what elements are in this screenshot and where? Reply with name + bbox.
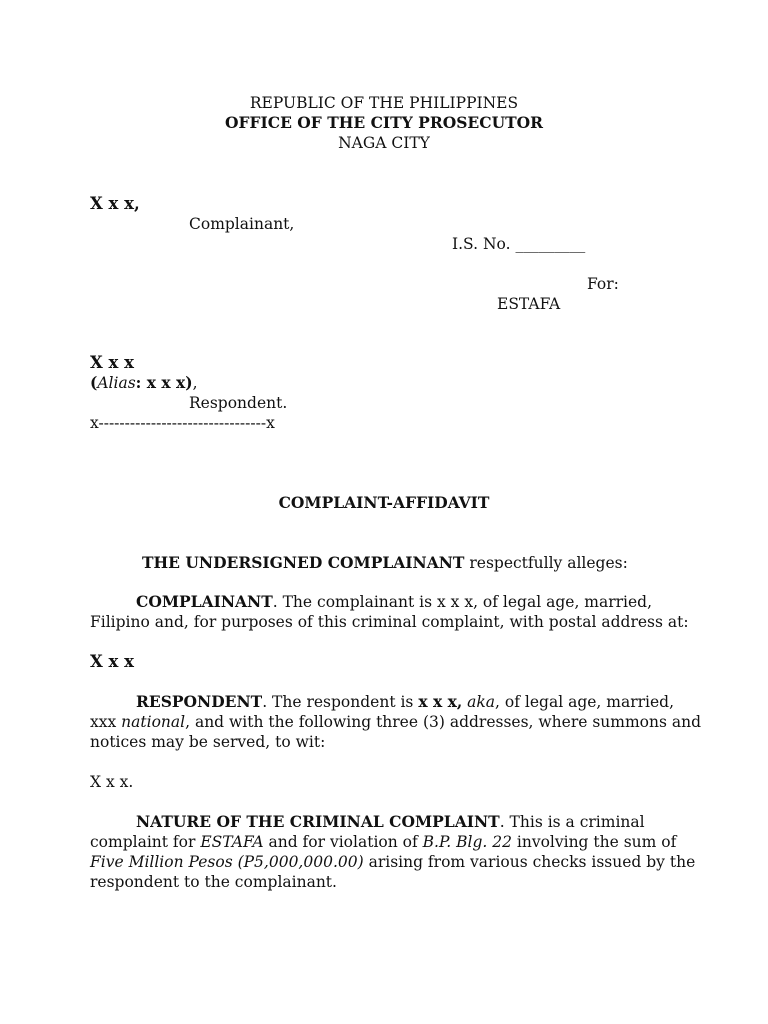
header-city: NAGA CITY — [338, 134, 430, 152]
intro-rest: respectfully alleges: — [464, 554, 628, 572]
respondent-address: X x x. — [90, 773, 134, 791]
nature-para-text2e: involving the sum of — [511, 833, 677, 851]
intro-line — [142, 553, 628, 573]
header-office: OFFICE OF THE CITY PROSECUTOR — [225, 113, 543, 132]
nature-para-line1 — [90, 812, 680, 832]
caption-divider: x--------------------------------x — [90, 414, 275, 432]
complainant-heading: COMPLAINANT — [136, 592, 273, 611]
respondent-para-line2 — [90, 712, 702, 732]
respondent-label: Respondent. — [189, 394, 288, 412]
nature-para-text2a: complaint for — [90, 833, 201, 851]
alias-value: : x x x) — [135, 373, 193, 392]
respondent-para-text1a: . The respondent is — [262, 693, 419, 711]
nature-para-bp22: B.P. Blg. 22 — [422, 833, 512, 851]
respondent-alias — [90, 373, 198, 393]
complainant-name: X x x, — [90, 194, 140, 213]
respondent-name: X x x — [90, 353, 134, 372]
intro-bold: THE UNDERSIGNED COMPLAINANT — [142, 553, 465, 572]
for-label: For: — [587, 275, 619, 293]
complainant-label: Complainant, — [189, 215, 295, 233]
nature-para-line3 — [90, 852, 696, 872]
respondent-para-line3: notices may be served, to wit: — [90, 733, 326, 751]
complainant-para-line1 — [90, 592, 680, 612]
nature-para-text1: . This is a criminal — [499, 813, 645, 831]
alias-comma: , — [192, 374, 198, 392]
complainant-para-text1: . The complainant is x x x, of legal age, married, — [272, 593, 653, 611]
respondent-heading: RESPONDENT — [136, 692, 263, 711]
nature-para-text2c: and for violation of — [263, 833, 423, 851]
respondent-para-name: x x x, — [418, 692, 463, 711]
complainant-para-line2: Filipino and, for purposes of this criminal complaint, with postal address at: — [90, 613, 689, 631]
nature-heading: NATURE OF THE CRIMINAL COMPLAINT — [136, 812, 500, 831]
is-number: I.S. No. _________ — [452, 235, 586, 253]
respondent-para-text1e: , of legal age, married, — [495, 693, 675, 711]
respondent-para-aka: aka — [467, 693, 496, 711]
alias-word: Alias — [97, 374, 136, 392]
respondent-para-line1 — [90, 692, 680, 712]
header-republic: REPUBLIC OF THE PHILIPPINES — [249, 94, 519, 112]
respondent-para-text2a: xxx — [90, 713, 122, 731]
document-title: COMPLAINT-AFFIDAVIT — [278, 493, 490, 512]
nature-para-text3b: arising from various checks issued by the — [363, 853, 696, 871]
respondent-paragraph — [90, 692, 702, 752]
respondent-para-text2c: , and with the following three (3) addresses, where summons and — [185, 713, 702, 731]
offense-label: ESTAFA — [497, 295, 561, 313]
nature-paragraph — [90, 812, 696, 892]
nature-para-line2 — [90, 832, 680, 852]
nature-para-amount: Five Million Pesos (P5,000,000.00) — [90, 853, 364, 871]
nature-para-estafa: ESTAFA — [200, 833, 264, 851]
nature-para-line4: respondent to the complainant. — [90, 873, 337, 891]
complainant-paragraph — [90, 592, 689, 632]
alias-open: ( — [90, 373, 98, 392]
respondent-para-national: national — [121, 713, 186, 731]
complainant-address: X x x — [90, 652, 134, 671]
